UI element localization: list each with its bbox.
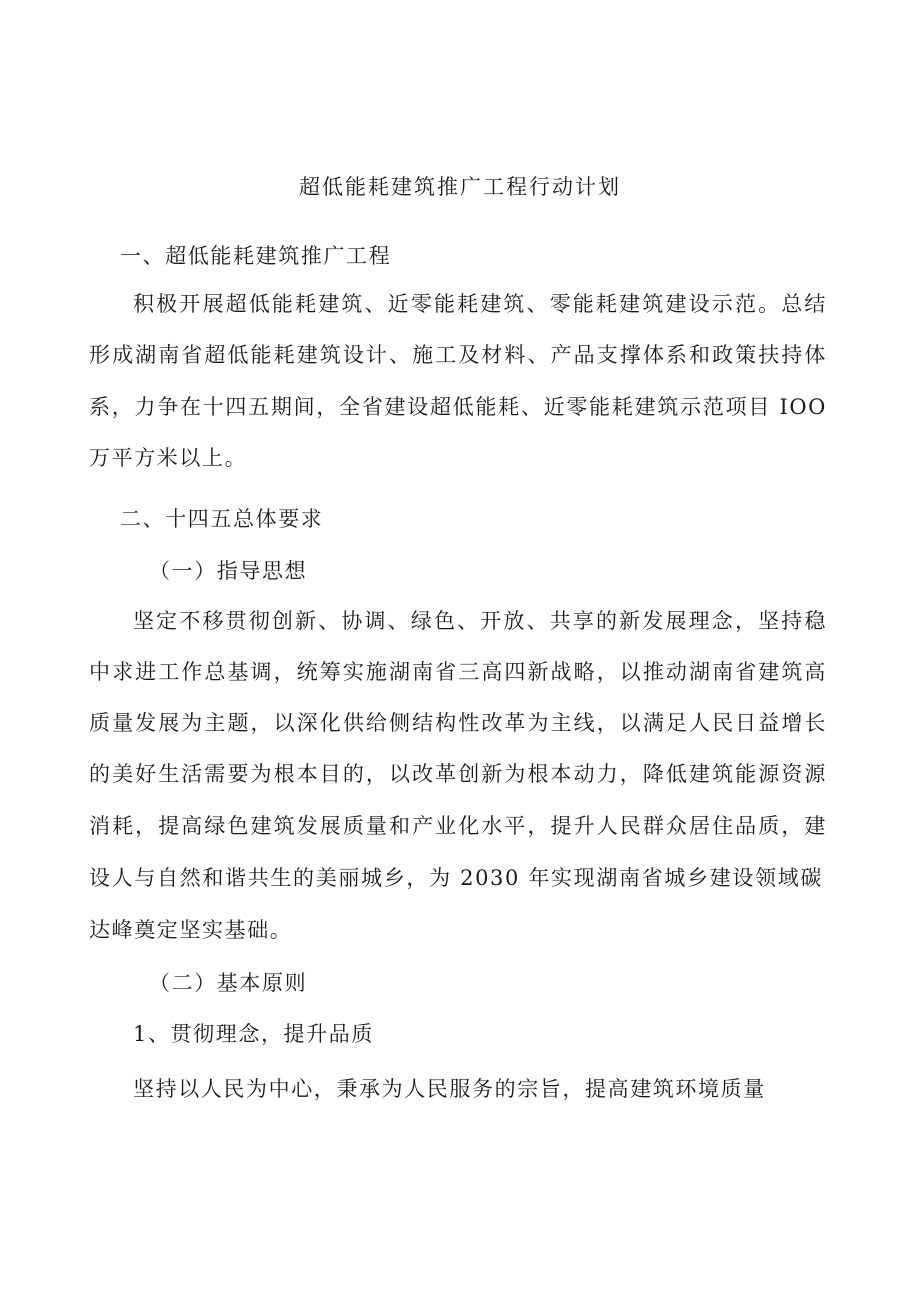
- document-title: 超低能耗建筑推广工程行动计划: [299, 175, 621, 199]
- paragraph-line: 中求进工作总基调，统筹实施湖南省三高四新战略，以推动湖南省建筑高: [89, 660, 827, 684]
- paragraph-line: 坚定不移贯彻创新、协调、绿色、开放、共享的新发展理念，坚持稳: [133, 609, 827, 633]
- section-heading-2: 二、十四五总体要求: [120, 507, 324, 531]
- paragraph-line: 质量发展为主题，以深化供给侧结构性改革为主线，以满足人民日益增长: [89, 711, 827, 735]
- item-heading-1: 1、贯彻理念，提升品质: [133, 1022, 374, 1046]
- paragraph-line: 的美好生活需要为根本目的，以改革创新为根本动力，降低建筑能源资源: [89, 762, 827, 786]
- paragraph-line: 设人与自然和谐共生的美丽城乡，为 2030 年实现湖南省城乡建设领域碳: [89, 866, 823, 890]
- paragraph-line: 万平方米以上。: [89, 446, 248, 470]
- paragraph-line: 消耗，提高绿色建筑发展质量和产业化水平，提升人民群众居住品质，建: [89, 814, 827, 838]
- subsection-heading-2: （二）基本原则: [149, 971, 308, 995]
- paragraph-line: 形成湖南省超低能耗建筑设计、施工及材料、产品支撑体系和政策扶持体: [89, 343, 827, 367]
- paragraph-line: 达峰奠定坚实基础。: [89, 918, 293, 942]
- paragraph-line: 坚持以人民为中心，秉承为人民服务的宗旨，提高建筑环境质量: [133, 1077, 766, 1101]
- section-heading-1: 一、超低能耗建筑推广工程: [120, 244, 392, 268]
- subsection-heading-1: （一）指导思想: [149, 559, 308, 583]
- paragraph-line: 积极开展超低能耗建筑、近零能耗建筑、零能耗建筑建设示范。总结: [133, 292, 827, 316]
- paragraph-line: 系，力争在十四五期间，全省建设超低能耗、近零能耗建筑示范项目 IOO: [89, 395, 827, 419]
